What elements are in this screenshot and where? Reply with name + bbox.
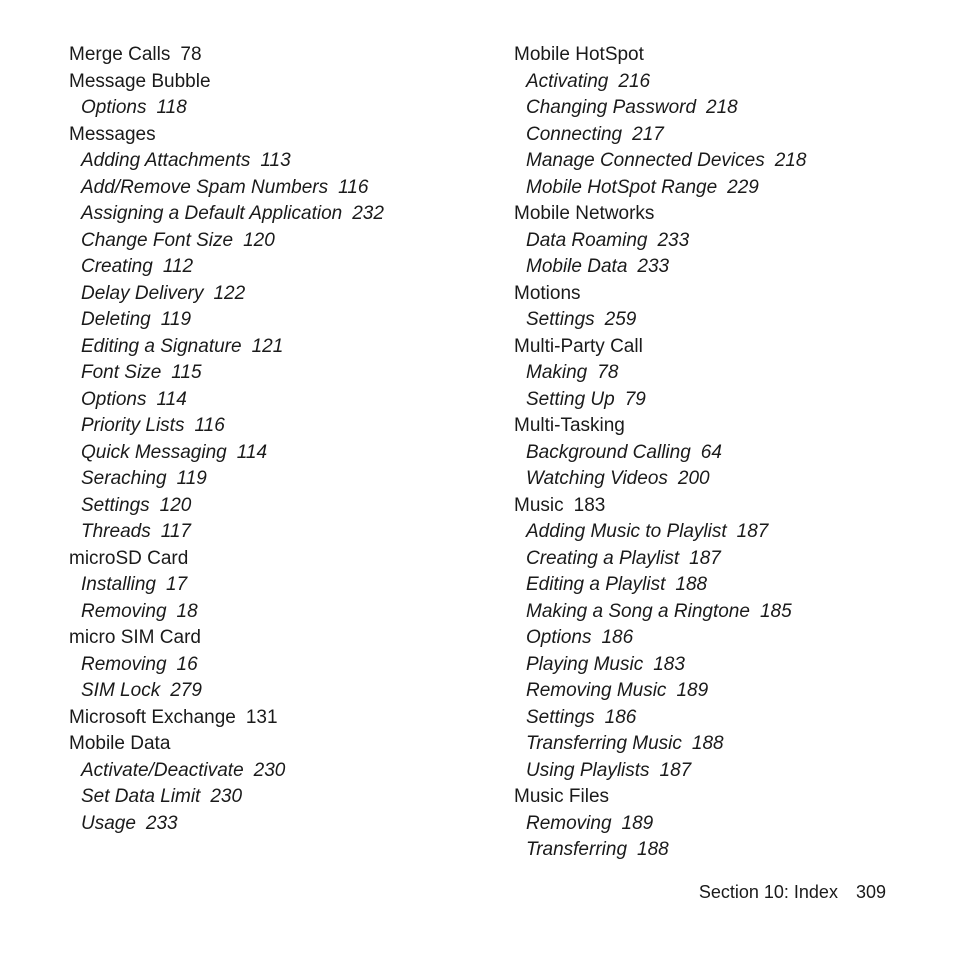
index-term: Data Roaming (526, 229, 648, 251)
index-page-number: 187 (736, 521, 769, 542)
footer-page-number: 309 (855, 882, 886, 902)
index-page-number: 229 (727, 176, 759, 198)
index-term: Transferring Music (526, 733, 682, 754)
index-term: Removing (81, 600, 167, 622)
index-term: Settings (81, 494, 150, 516)
index-entry (514, 493, 806, 520)
index-page-number: 230 (253, 759, 286, 781)
index-term: Options (81, 388, 147, 410)
index-term: Making (526, 362, 588, 383)
index-term: Microsoft Exchange (69, 706, 236, 728)
index-subentry (69, 466, 384, 493)
index-page-number: 131 (245, 706, 278, 728)
index-term: Font Size (81, 362, 162, 383)
index-subentry (69, 758, 384, 785)
index-subentry (514, 122, 806, 149)
index-entry (69, 625, 384, 652)
index-subentry (69, 519, 384, 546)
index-subentry (69, 784, 384, 811)
index-page-number: 218 (774, 150, 807, 171)
index-term: Background Calling (526, 441, 691, 463)
index-term: Adding Attachments (81, 150, 251, 171)
index-page-number: 259 (604, 309, 637, 330)
index-page-number: 78 (597, 362, 619, 383)
index-term: Message Bubble (69, 70, 211, 92)
index-term: Connecting (526, 123, 623, 145)
index-term: Seraching (81, 468, 167, 489)
index-subentry (69, 599, 384, 626)
index-page-number: 186 (604, 706, 637, 728)
index-subentry (69, 440, 384, 467)
index-subentry (514, 758, 806, 785)
index-term: Making a Song a Ringtone (526, 600, 750, 622)
index-page-number: 112 (162, 256, 194, 277)
index-subentry (514, 254, 806, 281)
index-page-number: 116 (194, 415, 225, 436)
index-subentry (514, 678, 806, 705)
index-subentry (69, 281, 384, 308)
index-page-number: 119 (176, 468, 207, 489)
index-subentry (69, 228, 384, 255)
index-term: Motions (514, 282, 581, 304)
index-page-number: 189 (676, 680, 709, 701)
index-term: Transferring (526, 839, 628, 860)
index-subentry (514, 148, 806, 175)
index-subentry (514, 95, 806, 122)
footer-section-label: Section 10: Index (698, 882, 838, 902)
index-term: Editing a Signature (81, 335, 242, 357)
index-term: Multi-Party Call (514, 335, 643, 357)
index-page-number: 233 (637, 256, 670, 277)
index-term: Activating (526, 70, 609, 92)
index-entry (69, 705, 384, 732)
index-term: Setting Up (526, 388, 615, 410)
index-page-number: 64 (700, 441, 722, 463)
index-subentry (514, 69, 806, 96)
index-term: Change Font Size (81, 229, 234, 251)
index-page-number: 116 (338, 176, 369, 198)
index-term: Messages (69, 123, 156, 145)
index-page-number: 183 (653, 653, 685, 675)
index-term: microSD Card (69, 547, 189, 569)
index-page-number: 120 (159, 494, 192, 516)
index-page-number: 188 (637, 839, 669, 860)
index-term: Mobile Data (526, 256, 628, 277)
index-page-number: 233 (657, 229, 690, 251)
index-term: Options (81, 97, 147, 118)
index-page-number: 188 (675, 574, 708, 595)
index-term: Removing Music (526, 680, 667, 701)
index-page-number: 183 (573, 494, 606, 516)
index-term: Settings (526, 309, 595, 330)
index-entry (514, 784, 806, 811)
index-subentry (69, 95, 384, 122)
index-term: Mobile HotSpot (514, 44, 644, 65)
index-subentry (514, 837, 806, 864)
index-page-number: 279 (170, 680, 202, 701)
index-term: Delay Delivery (81, 282, 204, 304)
index-subentry (69, 493, 384, 520)
index-entry (514, 42, 806, 69)
index-subentry (514, 387, 806, 414)
index-term: Editing a Playlist (526, 574, 666, 595)
index-page-number: 200 (677, 468, 710, 489)
index-page-number: 78 (180, 44, 202, 65)
index-subentry (514, 307, 806, 334)
index-page-number: 18 (176, 600, 198, 622)
index-entry (69, 731, 384, 758)
index-page-number: 79 (624, 388, 646, 410)
index-subentry (69, 572, 384, 599)
index-subentry (514, 519, 806, 546)
index-subentry (514, 175, 806, 202)
index-page-number: 121 (251, 335, 284, 357)
index-entry (69, 69, 384, 96)
index-term: Playing Music (526, 653, 644, 675)
index-subentry (514, 546, 806, 573)
index-page-number: 118 (156, 97, 187, 118)
index-entry (514, 413, 806, 440)
index-term: Creating (81, 256, 153, 277)
index-page-number: 16 (176, 653, 198, 675)
index-page-number: 218 (706, 97, 738, 118)
index-entry (514, 201, 806, 228)
index-page-number: 115 (171, 362, 202, 383)
index-subentry (514, 705, 806, 732)
index-term: Music (514, 494, 564, 516)
index-term: Adding Music to Playlist (526, 521, 727, 542)
index-term: Add/Remove Spam Numbers (81, 176, 329, 198)
index-term: Set Data Limit (81, 786, 201, 807)
index-term: Creating a Playlist (526, 547, 680, 569)
index-page-number: 189 (621, 812, 654, 834)
index-term: Priority Lists (81, 415, 185, 436)
index-term: Activate/Deactivate (81, 759, 244, 781)
index-term: Changing Password (526, 97, 697, 118)
index-page-number: 188 (691, 733, 724, 754)
index-subentry (69, 360, 384, 387)
index-entry (69, 122, 384, 149)
index-term: Removing (526, 812, 612, 834)
page-footer (699, 882, 886, 903)
index-subentry (514, 731, 806, 758)
index-term: Deleting (81, 309, 151, 330)
index-subentry (69, 175, 384, 202)
index-column-right (514, 42, 806, 864)
index-page-number: 113 (260, 150, 291, 171)
index-subentry (69, 334, 384, 361)
index-term: Mobile HotSpot Range (526, 176, 718, 198)
index-term: micro SIM Card (69, 627, 201, 648)
index-term: Manage Connected Devices (526, 150, 765, 171)
index-term: Multi-Tasking (514, 415, 625, 436)
index-term: Assigning a Default Application (81, 203, 343, 224)
index-page-number: 187 (689, 547, 721, 569)
index-subentry (514, 360, 806, 387)
index-page-number: 185 (759, 600, 792, 622)
index-subentry (69, 811, 384, 838)
index-term: Quick Messaging (81, 441, 227, 463)
index-page-number: 117 (160, 521, 191, 542)
index-subentry (514, 466, 806, 493)
index-subentry (69, 148, 384, 175)
index-page-number: 119 (160, 309, 192, 330)
index-entry (514, 334, 806, 361)
index-page-number: 232 (352, 203, 384, 224)
index-page-number: 114 (156, 388, 187, 410)
index-term: Threads (81, 521, 151, 542)
index-page-number: 233 (145, 812, 178, 834)
index-subentry (514, 599, 806, 626)
index-page-number: 216 (618, 70, 651, 92)
index-entry (69, 42, 384, 69)
index-subentry (69, 307, 384, 334)
index-entry (514, 281, 806, 308)
index-subentry (69, 678, 384, 705)
index-page-number: 17 (166, 574, 188, 595)
index-term: SIM Lock (81, 680, 161, 701)
index-term: Usage (81, 812, 136, 834)
index-term: Merge Calls (69, 44, 171, 65)
index-subentry (69, 652, 384, 679)
index-subentry (514, 228, 806, 255)
index-page-number: 120 (243, 229, 275, 251)
index-term: Music Files (514, 786, 610, 807)
index-subentry (69, 201, 384, 228)
index-page-number: 230 (210, 786, 243, 807)
index-term: Settings (526, 706, 595, 728)
index-term: Installing (81, 574, 156, 595)
index-subentry (514, 440, 806, 467)
index-subentry (69, 387, 384, 414)
index-entry (69, 546, 384, 573)
index-term: Removing (81, 653, 167, 675)
index-column-left (69, 42, 384, 837)
index-term: Options (526, 627, 592, 648)
index-subentry (69, 254, 384, 281)
index-subentry (69, 413, 384, 440)
index-subentry (514, 625, 806, 652)
index-term: Watching Videos (526, 468, 668, 489)
index-subentry (514, 572, 806, 599)
index-term: Mobile Networks (514, 203, 655, 224)
index-subentry (514, 811, 806, 838)
index-page-number: 187 (659, 759, 692, 781)
index-page-number: 114 (236, 441, 268, 463)
index-subentry (514, 652, 806, 679)
index-page-number: 186 (601, 627, 634, 648)
index-term: Mobile Data (69, 733, 171, 754)
index-page-number: 122 (213, 282, 246, 304)
index-page-number: 217 (632, 123, 664, 145)
index-term: Using Playlists (526, 759, 650, 781)
